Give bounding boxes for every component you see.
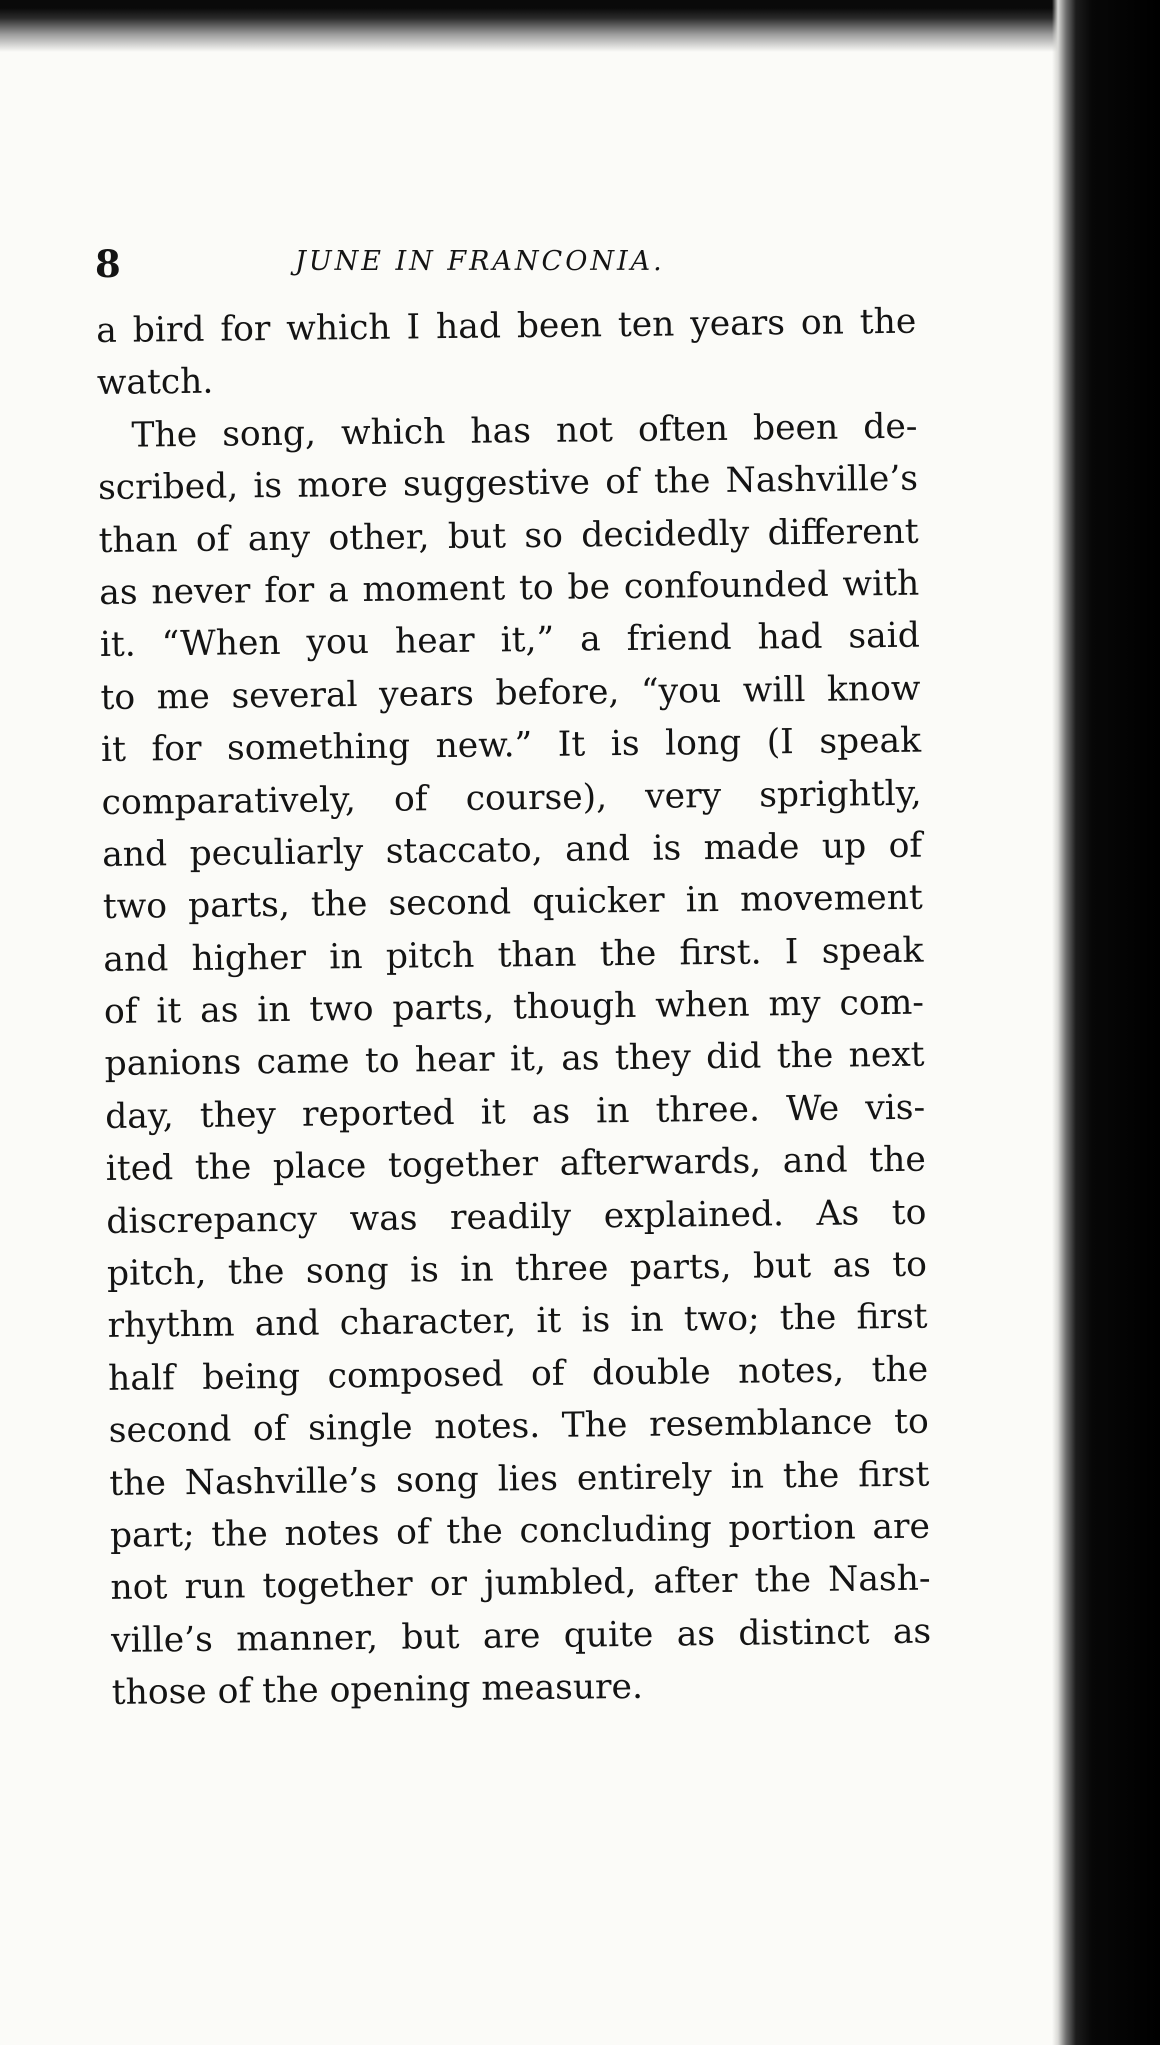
page-number: 8 xyxy=(95,242,121,286)
text-line: comparatively, of course), very sprightly, xyxy=(101,773,922,823)
text-line: ited the place together afterwards, and the xyxy=(105,1139,926,1190)
text-line: day, they reported it as in three. We vis- xyxy=(104,1087,926,1137)
text-line: pitch, the song is in three parts, but as to xyxy=(106,1244,928,1294)
page-header xyxy=(95,240,915,284)
running-title: JUNE IN FRANCONIA. xyxy=(295,246,665,277)
text-line: ville’s manner, but are quite as distinct as xyxy=(110,1611,932,1661)
text-line: a bird for which I had been ten years on the xyxy=(96,301,917,351)
text-line: and higher in pitch than the first. I speak xyxy=(103,930,924,980)
text-line: scribed, is more suggestive of the Nashville’s xyxy=(97,458,919,509)
page-edge-shadow xyxy=(1052,0,1160,2045)
text-line: half being composed of double notes, the xyxy=(107,1349,929,1399)
text-line: second of single notes. The resemblance to xyxy=(108,1401,929,1452)
scan-top-shadow xyxy=(0,0,1160,52)
text-line: and peculiarly staccato, and is made up of xyxy=(102,825,923,875)
text-line: of it as in two parts, though when my com- xyxy=(103,982,925,1033)
text-line: discrepancy was readily explained. As to xyxy=(106,1192,927,1242)
text-line: The song, which has not often been de- xyxy=(131,406,918,456)
text-line: it. “When you hear it,” a friend had said xyxy=(99,616,921,666)
text-line: rhythm and character, it is in two; the first xyxy=(107,1297,928,1347)
text-line: two parts, the second quicker in movement xyxy=(102,877,924,928)
text-line: it for something new.” It is long (I speak xyxy=(100,720,922,771)
text-line: than of any other, but so decidedly different xyxy=(98,511,919,561)
body-text xyxy=(96,296,932,1720)
text-line: watch. xyxy=(96,362,214,404)
text-line: the Nashville’s song lies entirely in the first xyxy=(109,1454,930,1504)
text-line: not run together or jumbled, after the Nash- xyxy=(110,1558,931,1609)
text-line: those of the opening measure. xyxy=(111,1667,644,1714)
text-line: as never for a moment to be confounded with xyxy=(99,563,920,613)
text-line: panions came to hear it, as they did the next xyxy=(104,1035,925,1085)
text-line: part; the notes of the concluding portion are xyxy=(109,1506,931,1556)
text-line: to me several years before, “you will know xyxy=(100,668,921,718)
